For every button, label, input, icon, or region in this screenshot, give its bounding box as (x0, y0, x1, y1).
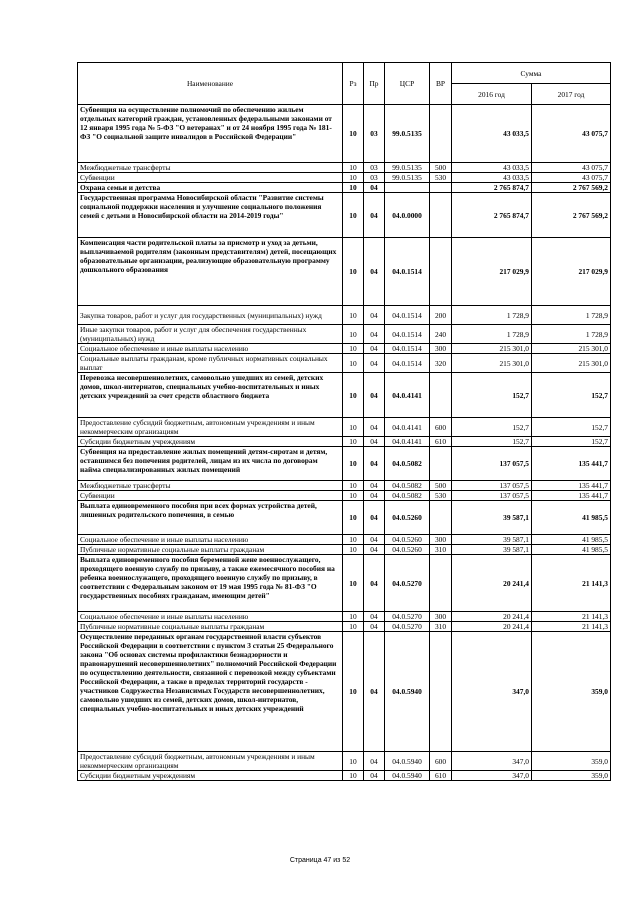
table-row (78, 183, 611, 193)
row-vr: 200 (430, 306, 452, 325)
row-pr: 04 (364, 344, 385, 354)
table-row (78, 481, 611, 491)
row-vr: 310 (430, 622, 452, 632)
row-csr: 04.0.5940 (385, 752, 430, 771)
row-sum-2017: 41 985,5 (532, 535, 611, 545)
table-row (78, 612, 611, 622)
row-name: Охрана семьи и детства (78, 183, 343, 193)
row-sum-2016: 347,0 (452, 771, 532, 781)
table-row (78, 344, 611, 354)
row-vr (430, 501, 452, 535)
row-vr: 600 (430, 418, 452, 437)
row-rz: 10 (343, 771, 364, 781)
row-rz: 10 (343, 612, 364, 622)
row-name: Субсидии бюджетным учреждениям (78, 437, 343, 447)
row-vr: 300 (430, 612, 452, 622)
table-row (78, 535, 611, 545)
row-sum-2017: 217 029,9 (532, 238, 611, 306)
row-sum-2017: 2 767 569,2 (532, 193, 611, 238)
row-sum-2016: 2 765 874,7 (452, 193, 532, 238)
row-sum-2017: 21 141,3 (532, 622, 611, 632)
row-sum-2016: 20 241,4 (452, 612, 532, 622)
row-rz: 10 (343, 481, 364, 491)
header-csr: ЦСР (385, 63, 430, 105)
row-name: Субвенции (78, 173, 343, 183)
table-row (78, 501, 611, 535)
row-name: Социальное обеспечение и иные выплаты населению (78, 612, 343, 622)
row-vr: 610 (430, 771, 452, 781)
row-name: Государственная программа Новосибирской области "Развитие системы социальной поддержки населения и улучшение социального положения семей с детьми в Новосибирской области на 2014-2019 годы" (78, 193, 343, 238)
row-name: Субвенция на осуществление полномочий по обеспечению жильем отдельных категорий граждан, установленных федеральными законами от 12 января 1995 года № 5-ФЗ "О ветеранах" и от 24 ноября 1995 года № 181-ФЗ "О социальной защите инвалидов в Российской Федерации" (78, 105, 343, 163)
row-name: Выплата единовременного пособия беременной жене военнослужащего, проходящего военную службу по призыву, а также ежемесячного пособия на ребенка военнослужащего, проходящего военную службу по призыву, в соответствии с Федеральным законом от 19 мая 1995 года № 81-ФЗ "О государственных пособиях гражданам, имеющим детей" (78, 555, 343, 612)
header-rz: Рз (343, 63, 364, 105)
row-csr: 04.0.1514 (385, 325, 430, 344)
row-pr: 04 (364, 555, 385, 612)
row-name: Предоставление субсидий бюджетным, автономным учреждениям и иным некоммерческим организациям (78, 418, 343, 437)
row-pr: 04 (364, 481, 385, 491)
row-rz: 10 (343, 163, 364, 173)
table-row (78, 238, 611, 306)
row-pr: 04 (364, 306, 385, 325)
row-rz: 10 (343, 555, 364, 612)
row-vr (430, 447, 452, 481)
row-name: Субсидии бюджетным учреждениям (78, 771, 343, 781)
row-name: Межбюджетные трансферты (78, 163, 343, 173)
row-pr: 04 (364, 612, 385, 622)
table-row (78, 437, 611, 447)
row-sum-2017: 215 301,0 (532, 354, 611, 373)
row-pr: 04 (364, 418, 385, 437)
row-rz: 10 (343, 447, 364, 481)
row-vr: 500 (430, 163, 452, 173)
row-csr: 04.0.5940 (385, 771, 430, 781)
row-csr: 04.0.5260 (385, 501, 430, 535)
row-sum-2017: 152,7 (532, 373, 611, 418)
row-sum-2016: 1 728,9 (452, 306, 532, 325)
row-vr: 320 (430, 354, 452, 373)
row-pr: 04 (364, 501, 385, 535)
table-row (78, 752, 611, 771)
row-sum-2016: 137 057,5 (452, 491, 532, 501)
row-vr: 600 (430, 752, 452, 771)
row-pr: 04 (364, 447, 385, 481)
row-pr: 03 (364, 105, 385, 163)
header-name: Наименование (78, 63, 343, 105)
row-vr (430, 193, 452, 238)
table-row (78, 325, 611, 344)
row-csr: 04.0.1514 (385, 238, 430, 306)
row-vr: 240 (430, 325, 452, 344)
row-csr: 04.0.0000 (385, 193, 430, 238)
table-row (78, 632, 611, 752)
row-pr: 04 (364, 437, 385, 447)
row-name: Социальное обеспечение и иные выплаты населению (78, 535, 343, 545)
table-row (78, 173, 611, 183)
row-rz: 10 (343, 306, 364, 325)
row-pr: 04 (364, 373, 385, 418)
row-sum-2017: 21 141,3 (532, 612, 611, 622)
table-row (78, 418, 611, 437)
row-rz: 10 (343, 354, 364, 373)
row-sum-2017: 359,0 (532, 752, 611, 771)
row-name: Закупка товаров, работ и услуг для государственных (муниципальных) нужд (78, 306, 343, 325)
row-vr (430, 105, 452, 163)
row-sum-2017: 41 985,5 (532, 501, 611, 535)
row-vr (430, 238, 452, 306)
row-sum-2016: 39 587,1 (452, 501, 532, 535)
row-vr (430, 632, 452, 752)
row-sum-2016: 20 241,4 (452, 622, 532, 632)
row-csr: 99.0.5135 (385, 173, 430, 183)
row-rz: 10 (343, 344, 364, 354)
row-sum-2016: 217 029,9 (452, 238, 532, 306)
row-pr: 04 (364, 632, 385, 752)
table-row (78, 105, 611, 163)
table-row (78, 555, 611, 612)
row-rz: 10 (343, 373, 364, 418)
row-vr: 500 (430, 481, 452, 491)
table-row (78, 771, 611, 781)
row-csr (385, 183, 430, 193)
row-sum-2016: 137 057,5 (452, 481, 532, 491)
row-sum-2017: 1 728,9 (532, 306, 611, 325)
row-sum-2016: 39 587,1 (452, 535, 532, 545)
row-sum-2016: 1 728,9 (452, 325, 532, 344)
header-2017: 2017 год (532, 84, 611, 105)
row-rz: 10 (343, 238, 364, 306)
row-name: Иные закупки товаров, работ и услуг для обеспечения государственных (муниципальных) нужд (78, 325, 343, 344)
row-sum-2016: 20 241,4 (452, 555, 532, 612)
row-sum-2017: 135 441,7 (532, 447, 611, 481)
row-pr: 04 (364, 325, 385, 344)
row-csr: 99.0.5135 (385, 163, 430, 173)
row-sum-2016: 137 057,5 (452, 447, 532, 481)
row-csr: 04.0.4141 (385, 418, 430, 437)
row-sum-2017: 152,7 (532, 437, 611, 447)
row-vr: 300 (430, 344, 452, 354)
row-sum-2016: 43 033,5 (452, 105, 532, 163)
row-sum-2016: 152,7 (452, 418, 532, 437)
row-sum-2016: 347,0 (452, 752, 532, 771)
page-number: Страница 47 из 52 (289, 857, 351, 864)
row-name: Публичные нормативные социальные выплаты гражданам (78, 545, 343, 555)
row-sum-2017: 43 075,7 (532, 105, 611, 163)
row-vr (430, 373, 452, 418)
row-sum-2016: 215 301,0 (452, 344, 532, 354)
row-pr: 04 (364, 622, 385, 632)
table-row (78, 163, 611, 173)
row-name: Осуществление переданных органам государственной власти субъектов Российской Федерации в соответствии с пунктом 3 статьи 25 Федерального закона "Об основах системы профилактики безнадзорности и правонарушений несовершеннолетних" полномочий Российской Федерации по осуществлению деятельности, связанной с перевозкой между субъектами Российской Федерации, а также в пределах территорий государств - участников Содружества Независимых Государств несовершеннолетних, самовольно ушедших из семей, детских домов, школ-интернатов, специальных учебно-воспитательных и иных детских учреждений (78, 632, 343, 752)
row-pr: 04 (364, 545, 385, 555)
row-rz: 10 (343, 622, 364, 632)
header-vr: ВР (430, 63, 452, 105)
row-sum-2016: 347,0 (452, 632, 532, 752)
table-row (78, 193, 611, 238)
row-name: Социальные выплаты гражданам, кроме публичных нормативных социальных выплат (78, 354, 343, 373)
table-row (78, 545, 611, 555)
row-sum-2017: 135 441,7 (532, 481, 611, 491)
row-rz: 10 (343, 173, 364, 183)
row-csr: 04.0.1514 (385, 306, 430, 325)
row-sum-2017: 359,0 (532, 632, 611, 752)
row-pr: 04 (364, 771, 385, 781)
row-csr: 04.0.5082 (385, 447, 430, 481)
row-csr: 04.0.4141 (385, 437, 430, 447)
row-vr (430, 555, 452, 612)
row-pr: 04 (364, 193, 385, 238)
row-csr: 99.0.5135 (385, 105, 430, 163)
row-pr: 04 (364, 238, 385, 306)
row-csr: 04.0.5260 (385, 545, 430, 555)
row-pr: 03 (364, 163, 385, 173)
row-sum-2016: 43 033,5 (452, 173, 532, 183)
row-csr: 04.0.5940 (385, 632, 430, 752)
row-sum-2017: 152,7 (532, 418, 611, 437)
row-csr: 04.0.5270 (385, 612, 430, 622)
row-csr: 04.0.5270 (385, 622, 430, 632)
row-rz: 10 (343, 105, 364, 163)
header-sum: Сумма (452, 63, 611, 84)
row-vr: 530 (430, 491, 452, 501)
row-sum-2016: 43 033,5 (452, 163, 532, 173)
row-name: Публичные нормативные социальные выплаты гражданам (78, 622, 343, 632)
row-sum-2017: 359,0 (532, 771, 611, 781)
header-pr: Пр (364, 63, 385, 105)
table-row (78, 447, 611, 481)
row-sum-2017: 43 075,7 (532, 173, 611, 183)
row-rz: 10 (343, 545, 364, 555)
row-csr: 04.0.5082 (385, 481, 430, 491)
row-sum-2016: 215 301,0 (452, 354, 532, 373)
row-sum-2016: 2 765 874,7 (452, 183, 532, 193)
row-name: Субвенция на предоставление жилых помещений детям-сиротам и детям, оставшимся без попечения родителей, лицам из их числа по договорам найма специализированных жилых помещений (78, 447, 343, 481)
row-rz: 10 (343, 491, 364, 501)
row-csr: 04.0.5260 (385, 535, 430, 545)
row-csr: 04.0.5270 (385, 555, 430, 612)
row-name: Выплата единовременного пособия при всех формах устройства детей, лишенных родительского попечения, в семью (78, 501, 343, 535)
row-pr: 04 (364, 491, 385, 501)
row-pr: 04 (364, 752, 385, 771)
row-csr: 04.0.5082 (385, 491, 430, 501)
row-pr: 04 (364, 183, 385, 193)
row-name: Субвенции (78, 491, 343, 501)
row-vr: 530 (430, 173, 452, 183)
row-rz: 10 (343, 183, 364, 193)
row-vr (430, 183, 452, 193)
table-row (78, 354, 611, 373)
row-csr: 04.0.1514 (385, 344, 430, 354)
header-2016: 2016 год (452, 84, 532, 105)
table-row (78, 491, 611, 501)
row-rz: 10 (343, 752, 364, 771)
row-sum-2017: 41 985,5 (532, 545, 611, 555)
row-sum-2017: 135 441,7 (532, 491, 611, 501)
table-row (78, 622, 611, 632)
row-rz: 10 (343, 535, 364, 545)
row-name: Перевозка несовершеннолетних, самовольно ушедших из семей, детских домов, школ-интернатов, специальных учебно-воспитательных и иных детских учреждений за счет средств областного бюджета (78, 373, 343, 418)
row-sum-2017: 2 767 569,2 (532, 183, 611, 193)
table-header-row (78, 63, 611, 84)
row-rz: 10 (343, 193, 364, 238)
row-sum-2017: 21 141,3 (532, 555, 611, 612)
table-row (78, 306, 611, 325)
row-csr: 04.0.4141 (385, 373, 430, 418)
row-pr: 04 (364, 354, 385, 373)
row-pr: 03 (364, 173, 385, 183)
table-row (78, 373, 611, 418)
row-sum-2016: 152,7 (452, 373, 532, 418)
row-name: Предоставление субсидий бюджетным, автономным учреждениям и иным некоммерческим организациям (78, 752, 343, 771)
row-vr: 310 (430, 545, 452, 555)
row-rz: 10 (343, 632, 364, 752)
row-sum-2017: 43 075,7 (532, 163, 611, 173)
row-vr: 610 (430, 437, 452, 447)
row-csr: 04.0.1514 (385, 354, 430, 373)
row-name: Межбюджетные трансферты (78, 481, 343, 491)
row-rz: 10 (343, 325, 364, 344)
row-name: Компенсация части родительской платы за присмотр и уход за детьми, выплачиваемой родителям (законным представителям) детей, посещающих образовательные организации, реализующие образовательную программу дошкольного образования (78, 238, 343, 306)
row-sum-2016: 39 587,1 (452, 545, 532, 555)
row-rz: 10 (343, 418, 364, 437)
row-sum-2017: 1 728,9 (532, 325, 611, 344)
row-rz: 10 (343, 437, 364, 447)
row-pr: 04 (364, 535, 385, 545)
budget-table (77, 62, 611, 781)
row-sum-2017: 215 301,0 (532, 344, 611, 354)
row-name: Социальное обеспечение и иные выплаты населению (78, 344, 343, 354)
row-vr: 300 (430, 535, 452, 545)
row-rz: 10 (343, 501, 364, 535)
row-sum-2016: 152,7 (452, 437, 532, 447)
